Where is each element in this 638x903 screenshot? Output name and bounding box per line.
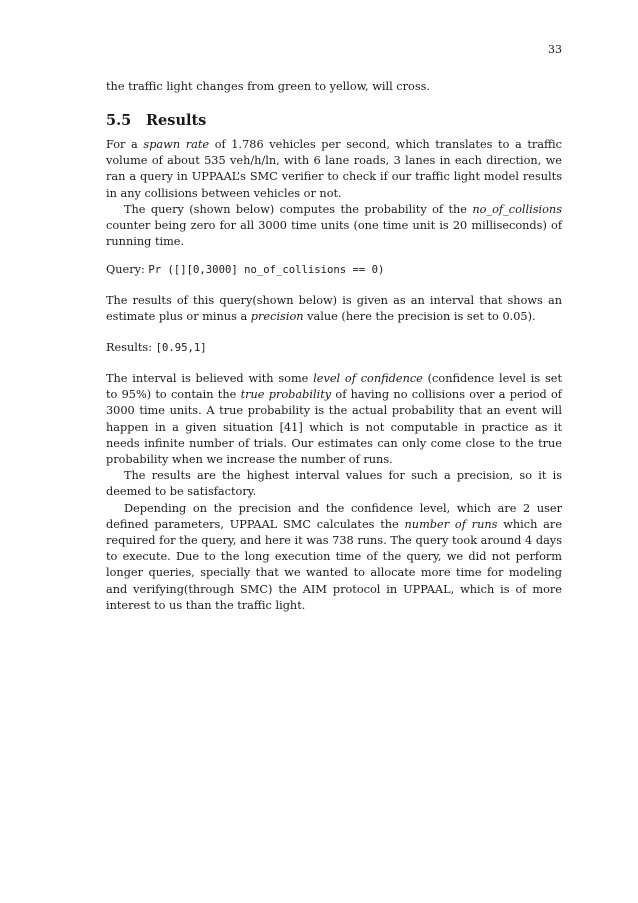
paragraph-spawn-rate [106, 137, 562, 202]
paragraph-results-desc [106, 293, 562, 325]
text-run: The query (shown below) computes the probability of the [124, 202, 473, 216]
paragraph-confidence [106, 371, 562, 468]
query-line [106, 262, 562, 278]
continued-line: the traffic light changes from green to yellow, will cross. [106, 80, 431, 93]
text-run: (confidence level is set to 95%) to contain the [106, 372, 563, 402]
text-run: value (here the precision is set to 0.05). [303, 310, 536, 324]
emphasis: number of runs [404, 517, 498, 531]
paragraph-runs [106, 501, 562, 614]
results-code: [0.95,1] [155, 342, 207, 354]
text-run: of 1.786 vehicles per second, which translates to a traffic volume of about 535 veh/h/ln, with 6 lane roads, 3 lanes in each direction, we ran a query in UPPAAL’s SMC verifier to check if our traffic light model results in any collisions between vehicles or not. [106, 138, 562, 200]
paragraph-satisfactory: The results are the highest interval values for such a precision, so it is deemed to be satisfactory. [106, 469, 562, 499]
section-number: 5.5 [106, 112, 132, 129]
query-label: Query: [106, 263, 149, 276]
emphasis: true probability [240, 388, 332, 402]
text-run: For a [106, 138, 144, 151]
emphasis: no_of_collisions [472, 202, 562, 216]
section-title: Results [146, 112, 207, 129]
text-run: The interval is believed with some [106, 372, 314, 385]
results-line [106, 340, 562, 356]
page-number: 33 [548, 43, 562, 56]
emphasis: level of confidence [313, 372, 423, 385]
text-run: which are required for the query, and here it was 738 runs. The query took around 4 days to execute. Due to the long execution time of the query, we did not perform longer queries, specially that we wanted to allocate more time for modeling and verifying(through SMC) the AIM protocol in UPPAAL, which is of more interest to us than the traffic light. [106, 517, 563, 612]
text-run: The results of this query(shown below) is given as an interval that shows an estimate plus or minus a [106, 294, 562, 324]
text-run: of having no collisions over a period of 3000 time units. A true probability is the actual probability that an event will happen in a given situation [41] which is not computable in practice as it needs infinite number of trials. Our estimates can only come close to the true probability when we increase the number of runs. [106, 388, 562, 467]
section-heading [106, 112, 206, 129]
text-run: counter being zero for all 3000 time units (one time unit is 20 milliseconds) of running time. [106, 219, 562, 249]
discussion [106, 371, 562, 614]
paragraph-query-desc [106, 202, 562, 251]
text-run: Depending on the precision and the confidence level, which are 2 user defined parameters, UPPAAL SMC calculates the [106, 501, 562, 531]
emphasis: precision [250, 310, 304, 324]
emphasis: spawn rate [143, 138, 210, 151]
results-label: Results: [106, 341, 156, 354]
section-body [106, 137, 562, 250]
query-code: Pr ([][0,3000] no_of_collisions == 0) [148, 264, 385, 276]
